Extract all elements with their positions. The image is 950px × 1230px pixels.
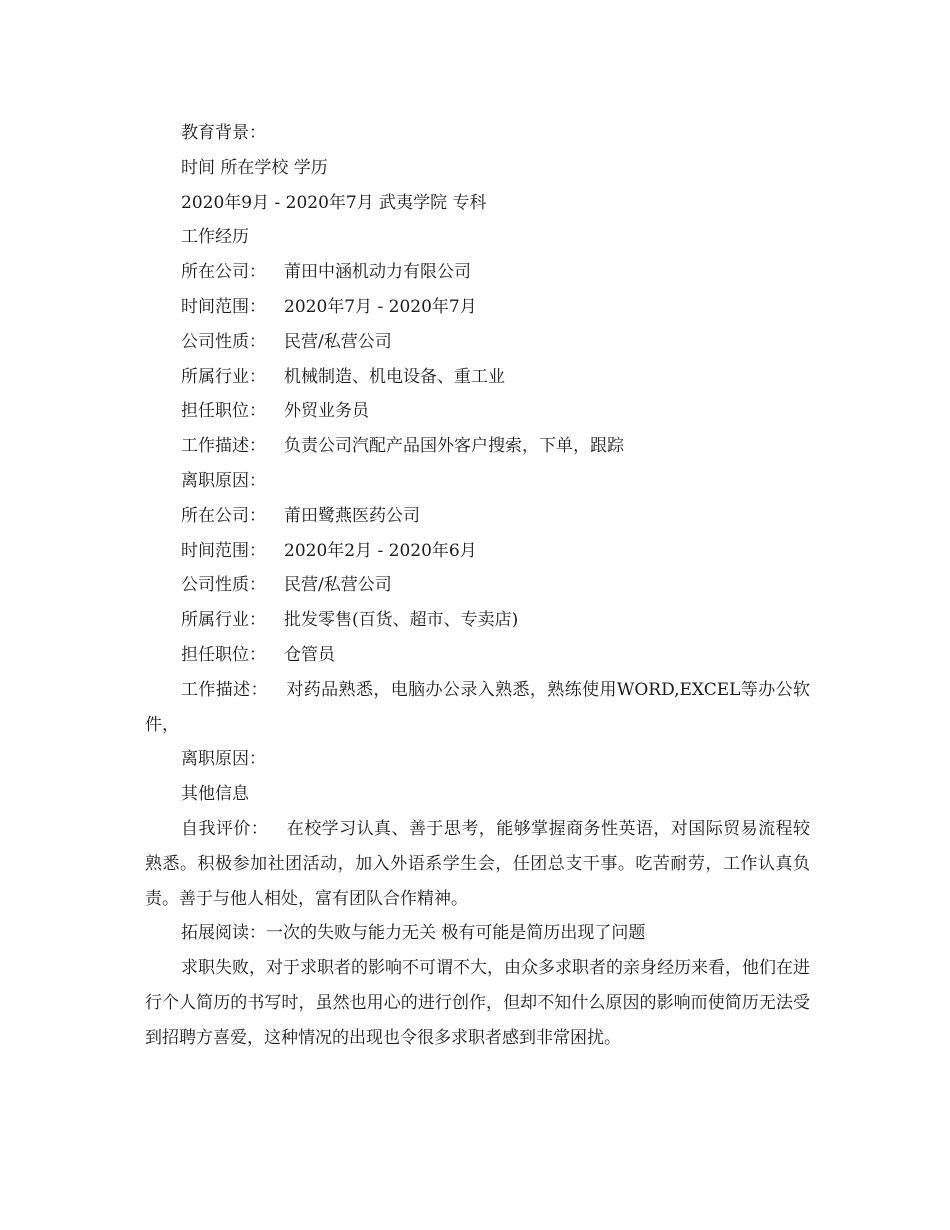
job2-company-label: 所在公司： [181, 505, 266, 526]
education-heading: 教育背景： [181, 123, 266, 143]
job2-type [145, 568, 810, 603]
job2-desc [145, 673, 810, 743]
job1-company [145, 255, 810, 290]
job2-industry [145, 603, 810, 638]
job2-type-label: 公司性质： [181, 575, 266, 596]
job1-company-label: 所在公司： [181, 262, 266, 283]
job1-type-label: 公司性质： [181, 331, 266, 352]
extended-reading-body: 求职失败，对于求职者的影响不可谓不大，由众多求职者的亲身经历来看，他们在进行个人简历的书写时，虽然也用心的进行创作，但却不知什么原因的影响而使简历无法受到招聘方喜爱，这种情况的出现也令很多求职者感到非常困扰。 [145, 958, 810, 1048]
extended-reading-title: 拓展阅读：一次的失败与能力无关 极有可能是简历出现了问题 [181, 923, 646, 944]
job1-desc [145, 429, 810, 464]
job2-position-value: 仓管员 [284, 644, 335, 665]
job1-position [145, 394, 810, 429]
job2-position [145, 638, 810, 673]
job2-company-value: 莆田鹭燕医药公司 [284, 505, 420, 526]
self-evaluation [145, 812, 810, 916]
job1-period-value: 2020年7月 - 2020年7月 [284, 296, 477, 317]
resume-content [145, 116, 810, 1056]
job1-type-value: 民营/私营公司 [284, 331, 392, 352]
job2-leave-label: 离职原因： [181, 749, 266, 770]
job1-leave-label: 离职原因： [181, 470, 266, 491]
job1-company-value: 莆田中涵机动力有限公司 [284, 262, 471, 283]
job1-period [145, 290, 810, 325]
work-heading: 工作经历 [181, 227, 249, 248]
job1-type [145, 325, 810, 360]
job2-desc-value: 对药品熟悉，电脑办公录入熟悉，熟练使用WORD,EXCEL等办公软件， [145, 679, 811, 735]
job2-industry-value: 批发零售(百货、超市、专卖店) [284, 610, 519, 631]
education-columns: 时间 所在学校 学历 [181, 157, 328, 178]
job2-desc-label: 工作描述： [181, 679, 268, 700]
job1-desc-label: 工作描述： [181, 436, 266, 457]
job1-industry-value: 机械制造、机电设备、重工业 [284, 366, 505, 387]
job2-period [145, 534, 810, 569]
job2-period-value: 2020年2月 - 2020年6月 [284, 540, 477, 561]
job2-leave [145, 742, 810, 777]
job2-company [145, 499, 810, 534]
job1-position-value: 外贸业务员 [284, 401, 369, 422]
job2-type-value: 民营/私营公司 [284, 575, 392, 596]
job1-leave [145, 464, 810, 499]
other-heading: 其他信息 [181, 784, 249, 805]
self-evaluation-label: 自我评价： [181, 818, 269, 839]
job1-period-label: 时间范围： [181, 296, 266, 317]
education-row: 2020年9月 - 2020年7月 武夷学院 专科 [181, 192, 487, 213]
job1-industry [145, 360, 810, 395]
job1-position-label: 担任职位： [181, 401, 266, 422]
job2-industry-label: 所属行业： [181, 610, 266, 631]
job2-position-label: 担任职位： [181, 644, 266, 665]
job2-period-label: 时间范围： [181, 540, 266, 561]
job1-desc-value: 负责公司汽配产品国外客户搜索，下单，跟踪 [284, 436, 624, 457]
job1-industry-label: 所属行业： [181, 366, 266, 387]
self-evaluation-text: 在校学习认真、善于思考，能够掌握商务性英语，对国际贸易流程较熟悉。积极参加社团活动，加入外语系学生会，任团总支干事。吃苦耐劳，工作认真负责。善于与他人相处，富有团队合作精神。 [145, 818, 811, 909]
